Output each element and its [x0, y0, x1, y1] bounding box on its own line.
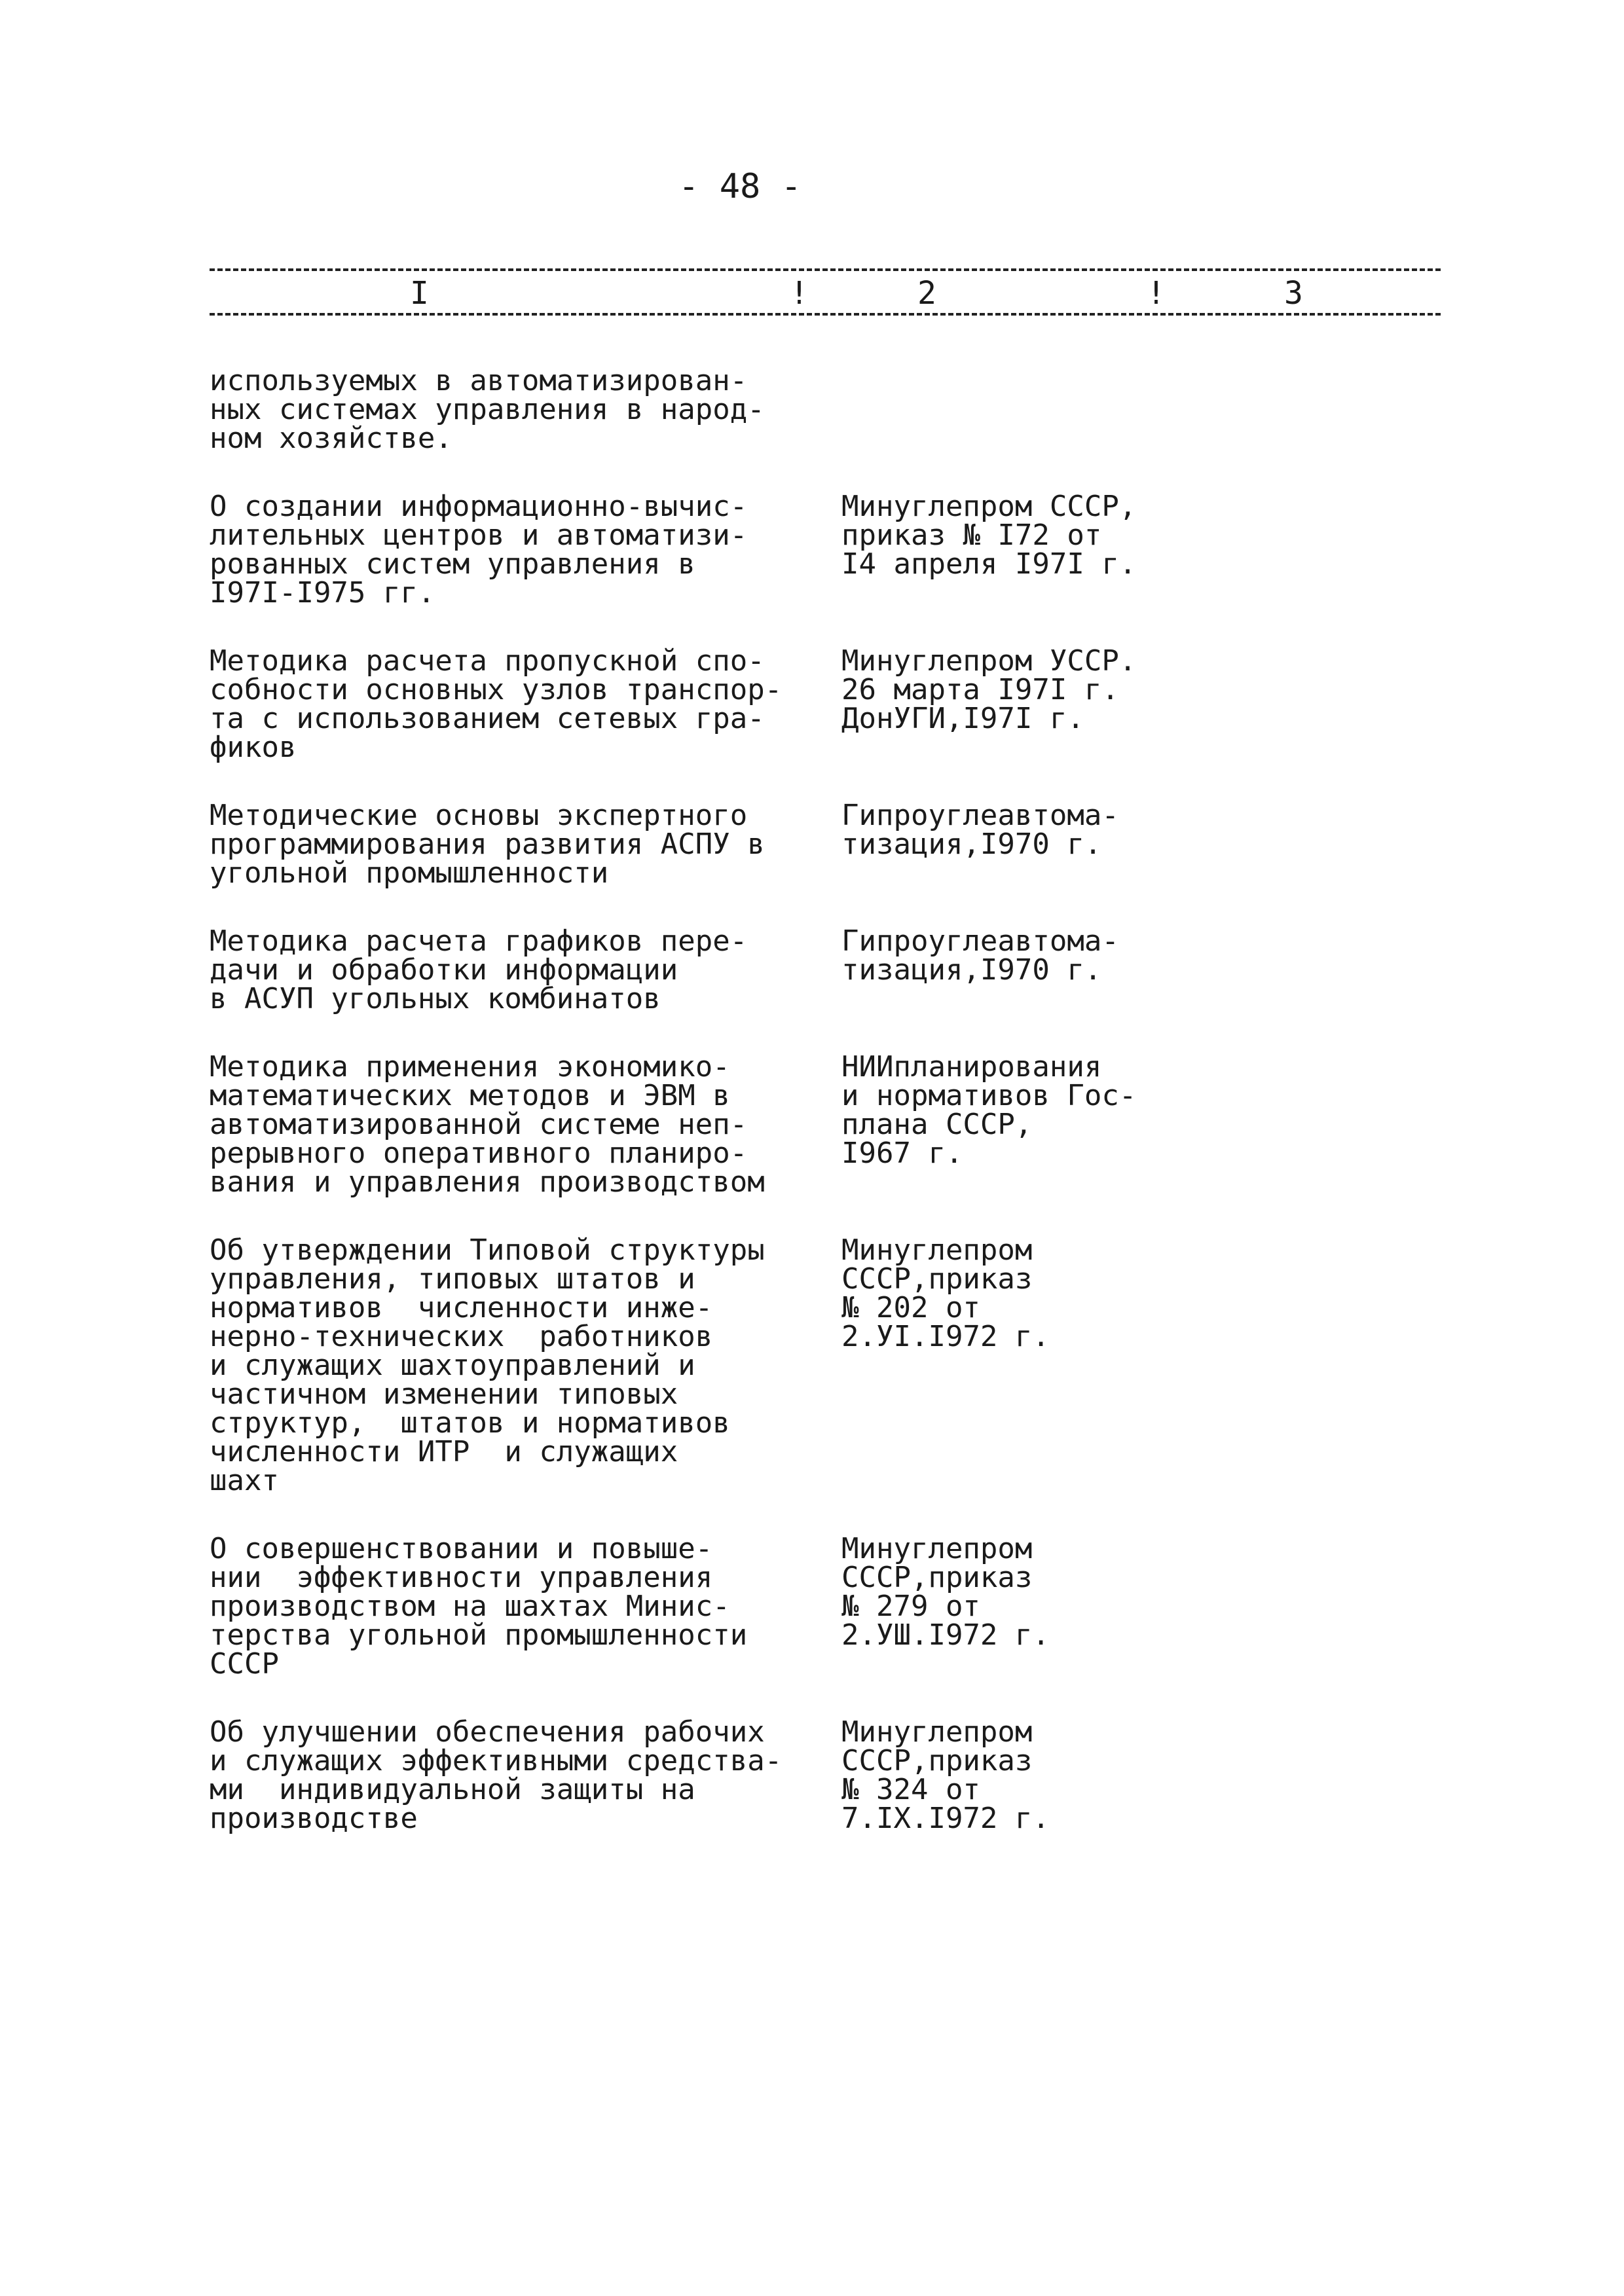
table-row	[210, 492, 1441, 608]
row-title: Об утверждении Типовой структуры управления, типовых штатов и нормативов численности инже- нерно-технических работников и служащих шахтоуправлений и частичном изменении типовых структур, штатов и нормативов численности ИТР и служащих шахт	[210, 1233, 765, 1497]
row-source: Гипроуглеавтома- тизация,I970 г.	[841, 799, 1119, 861]
column-separator-2: !	[1143, 275, 1170, 312]
document-table-body	[210, 364, 1441, 1872]
row-source: Гипроуглеавтома- тизация,I970 г.	[841, 924, 1119, 987]
row-source: НИИпланирования и нормативов Гос- плана СССР, I967 г.	[841, 1050, 1137, 1170]
row-title: Методические основы экспертного программирования развития АСПУ в угольной промышленности	[210, 799, 765, 890]
column-header-1: I	[406, 275, 433, 312]
table-row	[210, 644, 1441, 764]
row-source: Минуглепром СССР,приказ № 279 от 2.УШ.I972 г.	[841, 1532, 1050, 1652]
table-row	[210, 1050, 1441, 1199]
row-title: Методика расчета графиков пере- дачи и обработки информации в АСУП угольных комбинатов	[210, 924, 748, 1015]
table-row	[210, 364, 1441, 455]
table-header-bottom-rule	[210, 313, 1441, 316]
row-source: Минуглепром СССР, приказ № I72 от I4 апреля I97I г.	[841, 490, 1137, 581]
row-source: Минуглепром СССР,приказ № 202 от 2.УI.I972 г.	[841, 1233, 1050, 1353]
column-separator-1: !	[786, 275, 813, 312]
column-header-3: 3	[1280, 275, 1307, 312]
table-header-top-rule	[210, 268, 1441, 271]
row-title: используемых в автоматизирован- ных системах управления в народ- ном хозяйстве.	[210, 364, 765, 455]
table-row	[210, 924, 1441, 1015]
table-row	[210, 1715, 1441, 1835]
table-row	[210, 801, 1441, 888]
row-title: Методика расчета пропускной спо- собности основных узлов транспор- та с использованием сетевых гра- фиков	[210, 644, 783, 764]
column-header-2: 2	[913, 275, 940, 312]
row-source: Минуглепром СССР,приказ № 324 от 7.IX.I972 г.	[841, 1715, 1050, 1835]
row-source: Минуглепром УССР. 26 марта I97I г. ДонУГИ,I97I г.	[841, 644, 1137, 735]
row-title: О совершенствовании и повыше- нии эффективности управления производством на шахтах Минис- терства угольной промышленности СССР	[210, 1532, 748, 1681]
row-title: О создании информационно-вычис- лительных центров и автоматизи- рованных систем управления в I97I-I975 гг.	[210, 490, 748, 610]
row-title: Методика применения экономико- математических методов и ЭВМ в автоматизированной системе неп- рерывного оперативного планиро- вания и управления производством	[210, 1050, 765, 1199]
table-row	[210, 1532, 1441, 1681]
row-title: Об улучшении обеспечения рабочих и служащих эффективными средства- ми индивидуальной защиты на производстве	[210, 1715, 783, 1835]
page-number: - 48 -	[678, 167, 802, 206]
table-row	[210, 1233, 1441, 1497]
row-source	[841, 367, 1300, 453]
